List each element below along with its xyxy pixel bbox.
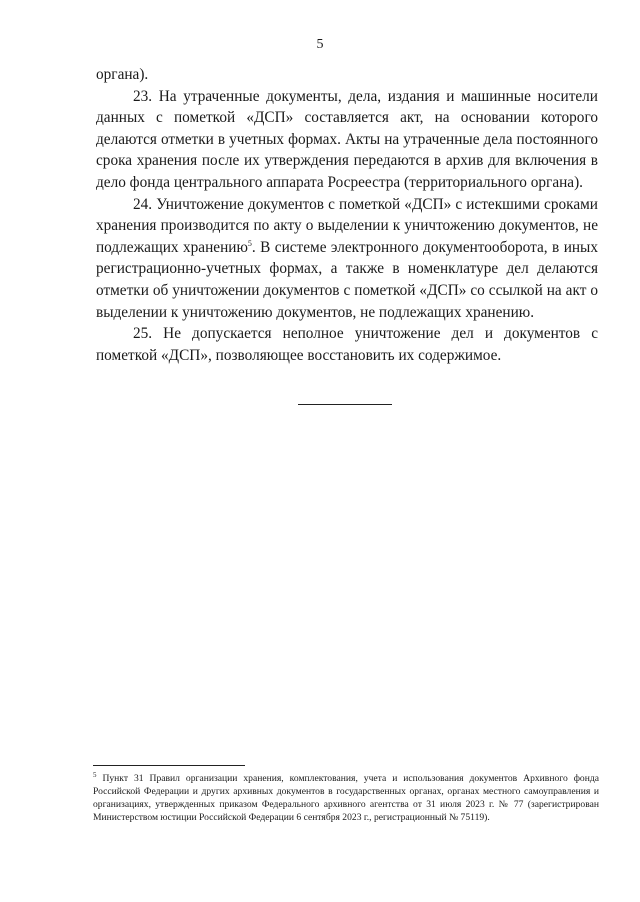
- footnote-reference[interactable]: 5: [247, 238, 252, 248]
- paragraph-continuation: органа).: [96, 66, 149, 83]
- footnote-marker: 5: [93, 771, 97, 779]
- page-number: 5: [316, 37, 324, 52]
- paragraph-24: [96, 194, 598, 324]
- footnote-separator: [93, 765, 245, 766]
- paragraph-24-part-a: 24. Уничтожение документов с пометкой «ДСП» с истекшими сроками хранения производится по акту о выделении к уничтожению документов, не подлежащих хранению: [96, 195, 598, 256]
- end-of-text-rule: [298, 404, 392, 405]
- footnote-text: Пункт 31 Правил организации хранения, комплектования, учета и использования документов Архивного фонда Российской Федерации и других архивных документов в государственных органах, органах местного самоуправления и организациях, утвержденных приказом Федерального архивного агентства от 31 июля 2023 г. № 77 (зарегистрирован Министерством юстиции Российской Федерации 6 сентября 2023 г., регистрационный № 75119).: [93, 773, 599, 824]
- paragraph-25: 25. Не допускается неполное уничтожение дел и документов с пометкой «ДСП», позволяющее восстановить их содержимое.: [96, 325, 598, 364]
- footnote: [93, 772, 599, 824]
- paragraph-23: 23. На утраченные документы, дела, издания и машинные носители данных с пометкой «ДСП» составляется акт, на основании которого делаются отметки в учетных формах. Акты на утраченные дела постоянного срока хранения после их утверждения передаются в архив для включения в дело фонда центрального аппарата Росреестра (территориального органа).: [96, 87, 598, 191]
- paragraph-24-part-b: . В системе электронного документооборота, в иных регистрационно-учетных формах, а также в номенклатуре дел делаются отметки об уничтожении документов с пометкой «ДСП» со ссылкой на акт о выделении к уничтожению документов, не подлежащих хранению.: [96, 238, 598, 321]
- document-body: [96, 64, 598, 366]
